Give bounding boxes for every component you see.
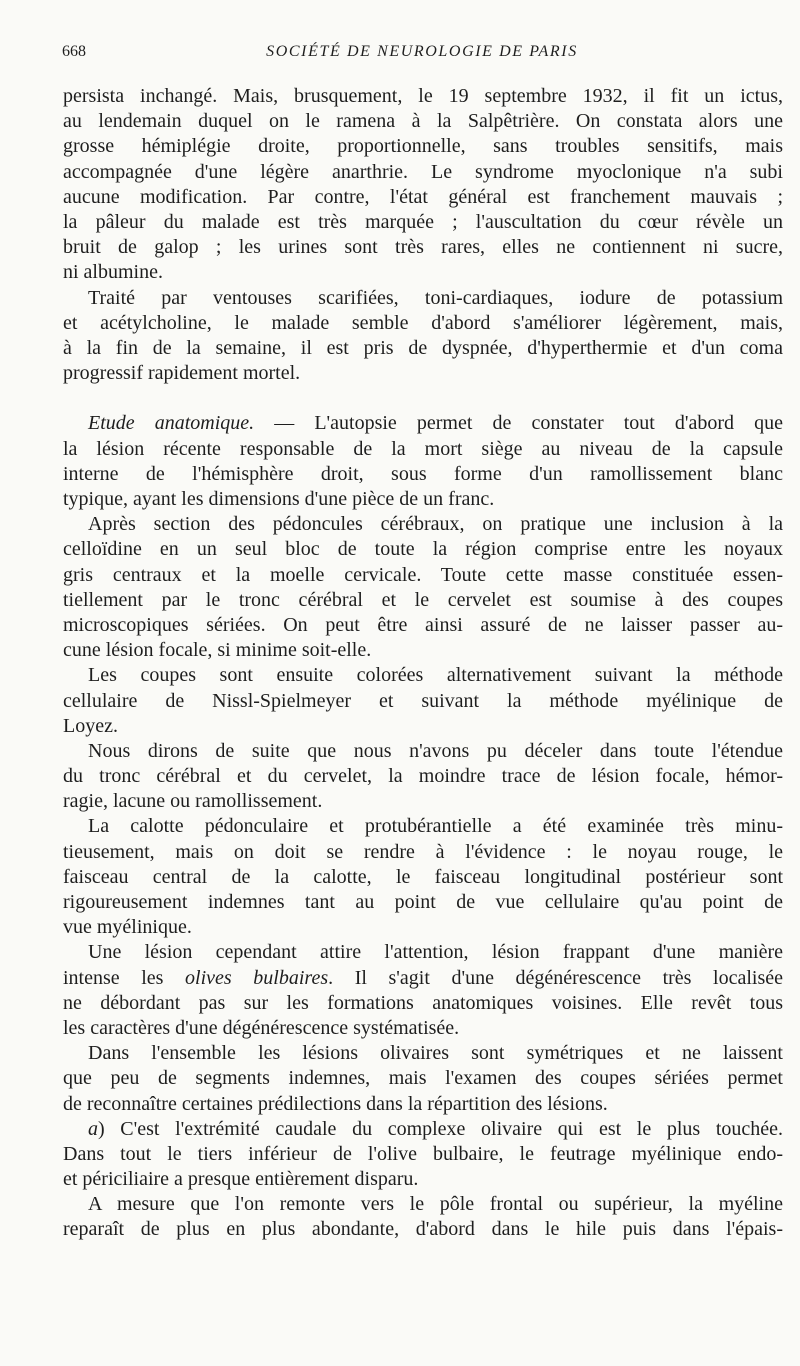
text-line [63,260,783,285]
paragraph [63,663,783,739]
text-line [63,537,783,562]
text-segment: ragie, lacune ou ramollissement. [63,790,323,813]
text-segment: et acétylcholine, le malade semble d'abord s'améliorer légèrement, mais, [63,311,783,334]
paragraph [63,1041,783,1117]
text-segment: les caractères d'une dégénérescence systématisée. [63,1016,460,1039]
paragraph [63,940,783,1041]
text-line [63,865,783,890]
text-segment: tieusement, mais on doit se rendre à l'évidence : le noyau rouge, le [63,840,783,863]
text-line [63,966,783,991]
text-line [63,1066,783,1091]
text-line [63,1016,783,1041]
page-number: 668 [62,43,86,60]
text-segment: . Il s'agit d'une dégénérescence très localisée [328,966,784,989]
text-segment: la pâleur du malade est très marquée ; l'auscultation du cœur révèle un [63,210,783,233]
paragraph [63,739,783,815]
text-segment: intense les [63,966,186,989]
text-line [63,940,783,965]
page-header [62,43,782,67]
text-segment: celloïdine en un seul bloc de toute la région comprise entre les noyaux [63,538,783,561]
text-line [63,1117,783,1142]
text-line [63,437,783,462]
text-segment: interne de l'hémisphère droit, sous forme d'un ramollissement blanc [63,462,783,485]
text-segment: Les coupes sont ensuite colorées alternativement suivant la méthode [88,664,783,687]
text-line [63,134,783,159]
text-line [63,1041,783,1066]
text-line [63,789,783,814]
text-line [63,210,783,235]
text-segment: bruit de galop ; les urines sont très rares, elles ne contiennent ni sucre, [63,236,783,259]
text-segment: Après section des pédoncules cérébraux, on pratique une inclusion à la [88,513,783,536]
text-segment: du tronc cérébral et du cervelet, la moindre trace de lésion focale, hémor- [63,765,783,788]
text-segment: de reconnaître certaines prédilections dans la répartition des lésions. [63,1092,608,1115]
text-segment: progressif rapidement mortel. [63,362,301,385]
text-line [63,915,783,940]
text-segment: ) C'est l'extrémité caudale du complexe olivaire qui est le plus touchée. [98,1117,783,1140]
text-line [63,109,783,134]
text-line [63,160,783,185]
body-text [63,84,783,1243]
text-segment: tiellement par le tronc cérébral et le cervelet est soumise à des coupes [63,588,783,611]
text-line [63,411,783,436]
text-segment: typique, ayant les dimensions d'une pièce de un franc. [63,488,495,510]
paragraph [63,411,783,512]
text-segment: et périciliaire a presque entièrement disparu. [63,1168,419,1191]
text-line [63,84,783,109]
text-line [63,814,783,839]
paragraph [63,286,783,387]
text-line [63,991,783,1016]
running-title: SOCIÉTÉ DE NEUROLOGIE DE PARIS [266,43,578,60]
text-line [63,714,783,739]
text-line [63,1217,783,1242]
text-line [63,311,783,336]
text-segment: vue myélinique. [63,916,192,939]
text-line [63,689,783,714]
text-line [63,613,783,638]
text-line [63,487,783,512]
paragraph [63,512,783,663]
text-line [63,764,783,789]
paragraph [63,84,783,286]
text-segment: ne débordant pas sur les formations anatomiques voisines. Elle revêt tous [63,991,783,1014]
text-segment: Nous dirons de suite que nous n'avons pu déceler dans toute l'étendue [88,739,783,762]
text-segment: cellulaire de Nissl-Spielmeyer et suivant la méthode myélinique de [63,689,783,712]
text-line [63,185,783,210]
italic-text-segment: a [88,1117,98,1140]
italic-text-segment: Etude anatomique. [88,412,255,435]
text-line [63,739,783,764]
text-segment: Une lésion cependant attire l'attention, lésion frappant d'une manière [88,941,783,964]
paragraph [63,1117,783,1193]
text-line [63,840,783,865]
text-segment: la lésion récente responsable de la mort siège au niveau de la capsule [63,437,783,460]
text-line [63,235,783,260]
text-line [63,563,783,588]
text-line [63,512,783,537]
text-line [63,361,783,386]
text-segment: grosse hémiplégie droite, proportionnelle, sans troubles sensitifs, mais [63,135,783,158]
text-segment: persista inchangé. Mais, brusquement, le 19 septembre 1932, il fit un ictus, [63,85,783,107]
text-line [63,1167,783,1192]
text-segment: à la fin de la semaine, il est pris de dyspnée, d'hyperthermie et d'un coma [63,336,783,359]
text-segment: gris centraux et la moelle cervicale. Toute cette masse constituée essen- [63,563,783,586]
text-segment: A mesure que l'on remonte vers le pôle frontal ou supérieur, la myéline [88,1193,783,1216]
text-segment: microscopiques sériées. On peut être ainsi assuré de ne laisser passer au- [63,613,783,636]
text-line [63,638,783,663]
text-segment: faisceau central de la calotte, le faisceau longitudinal postérieur sont [63,865,783,888]
text-segment: Dans l'ensemble les lésions olivaires sont symétriques et ne laissent [88,1042,783,1065]
text-segment: cune lésion focale, si minime soit-elle. [63,639,372,662]
text-line [63,1192,783,1217]
paragraph [63,814,783,940]
italic-text-segment: olives bulbaires [185,966,329,989]
text-line [63,1092,783,1117]
text-line [63,1142,783,1167]
text-segment: au lendemain duquel on le ramena à la Salpêtrière. On constata alors une [63,110,783,133]
text-segment: — L'autopsie permet de constater tout d'abord que [254,412,783,435]
text-line [63,890,783,915]
text-segment: Traité par ventouses scarifiées, toni-cardiaques, iodure de potassium [88,286,783,309]
text-segment: Dans tout le tiers inférieur de l'olive bulbaire, le feutrage myélinique endo- [63,1142,783,1165]
text-segment: Loyez. [63,714,118,737]
text-line [63,286,783,311]
text-segment: rigoureusement indemnes tant au point de vue cellulaire qu'au point de [63,891,783,913]
text-line [63,588,783,613]
text-segment: accompagnée d'une légère anarthrie. Le syndrome myoclonique n'a subi [63,160,783,183]
text-segment: aucune modification. Par contre, l'état général est franchement mauvais ; [63,185,783,208]
text-segment: La calotte pédonculaire et protubérantielle a été examinée très minu- [88,815,783,838]
text-line [63,336,783,361]
text-segment: ni albumine. [63,261,163,284]
text-segment: que peu de segments indemnes, mais l'examen des coupes sériées permet [63,1067,783,1090]
paragraph [63,1192,783,1242]
text-line [63,663,783,688]
text-segment: reparaît de plus en plus abondante, d'abord dans le hile puis dans l'épais- [63,1218,783,1241]
text-line [63,462,783,487]
